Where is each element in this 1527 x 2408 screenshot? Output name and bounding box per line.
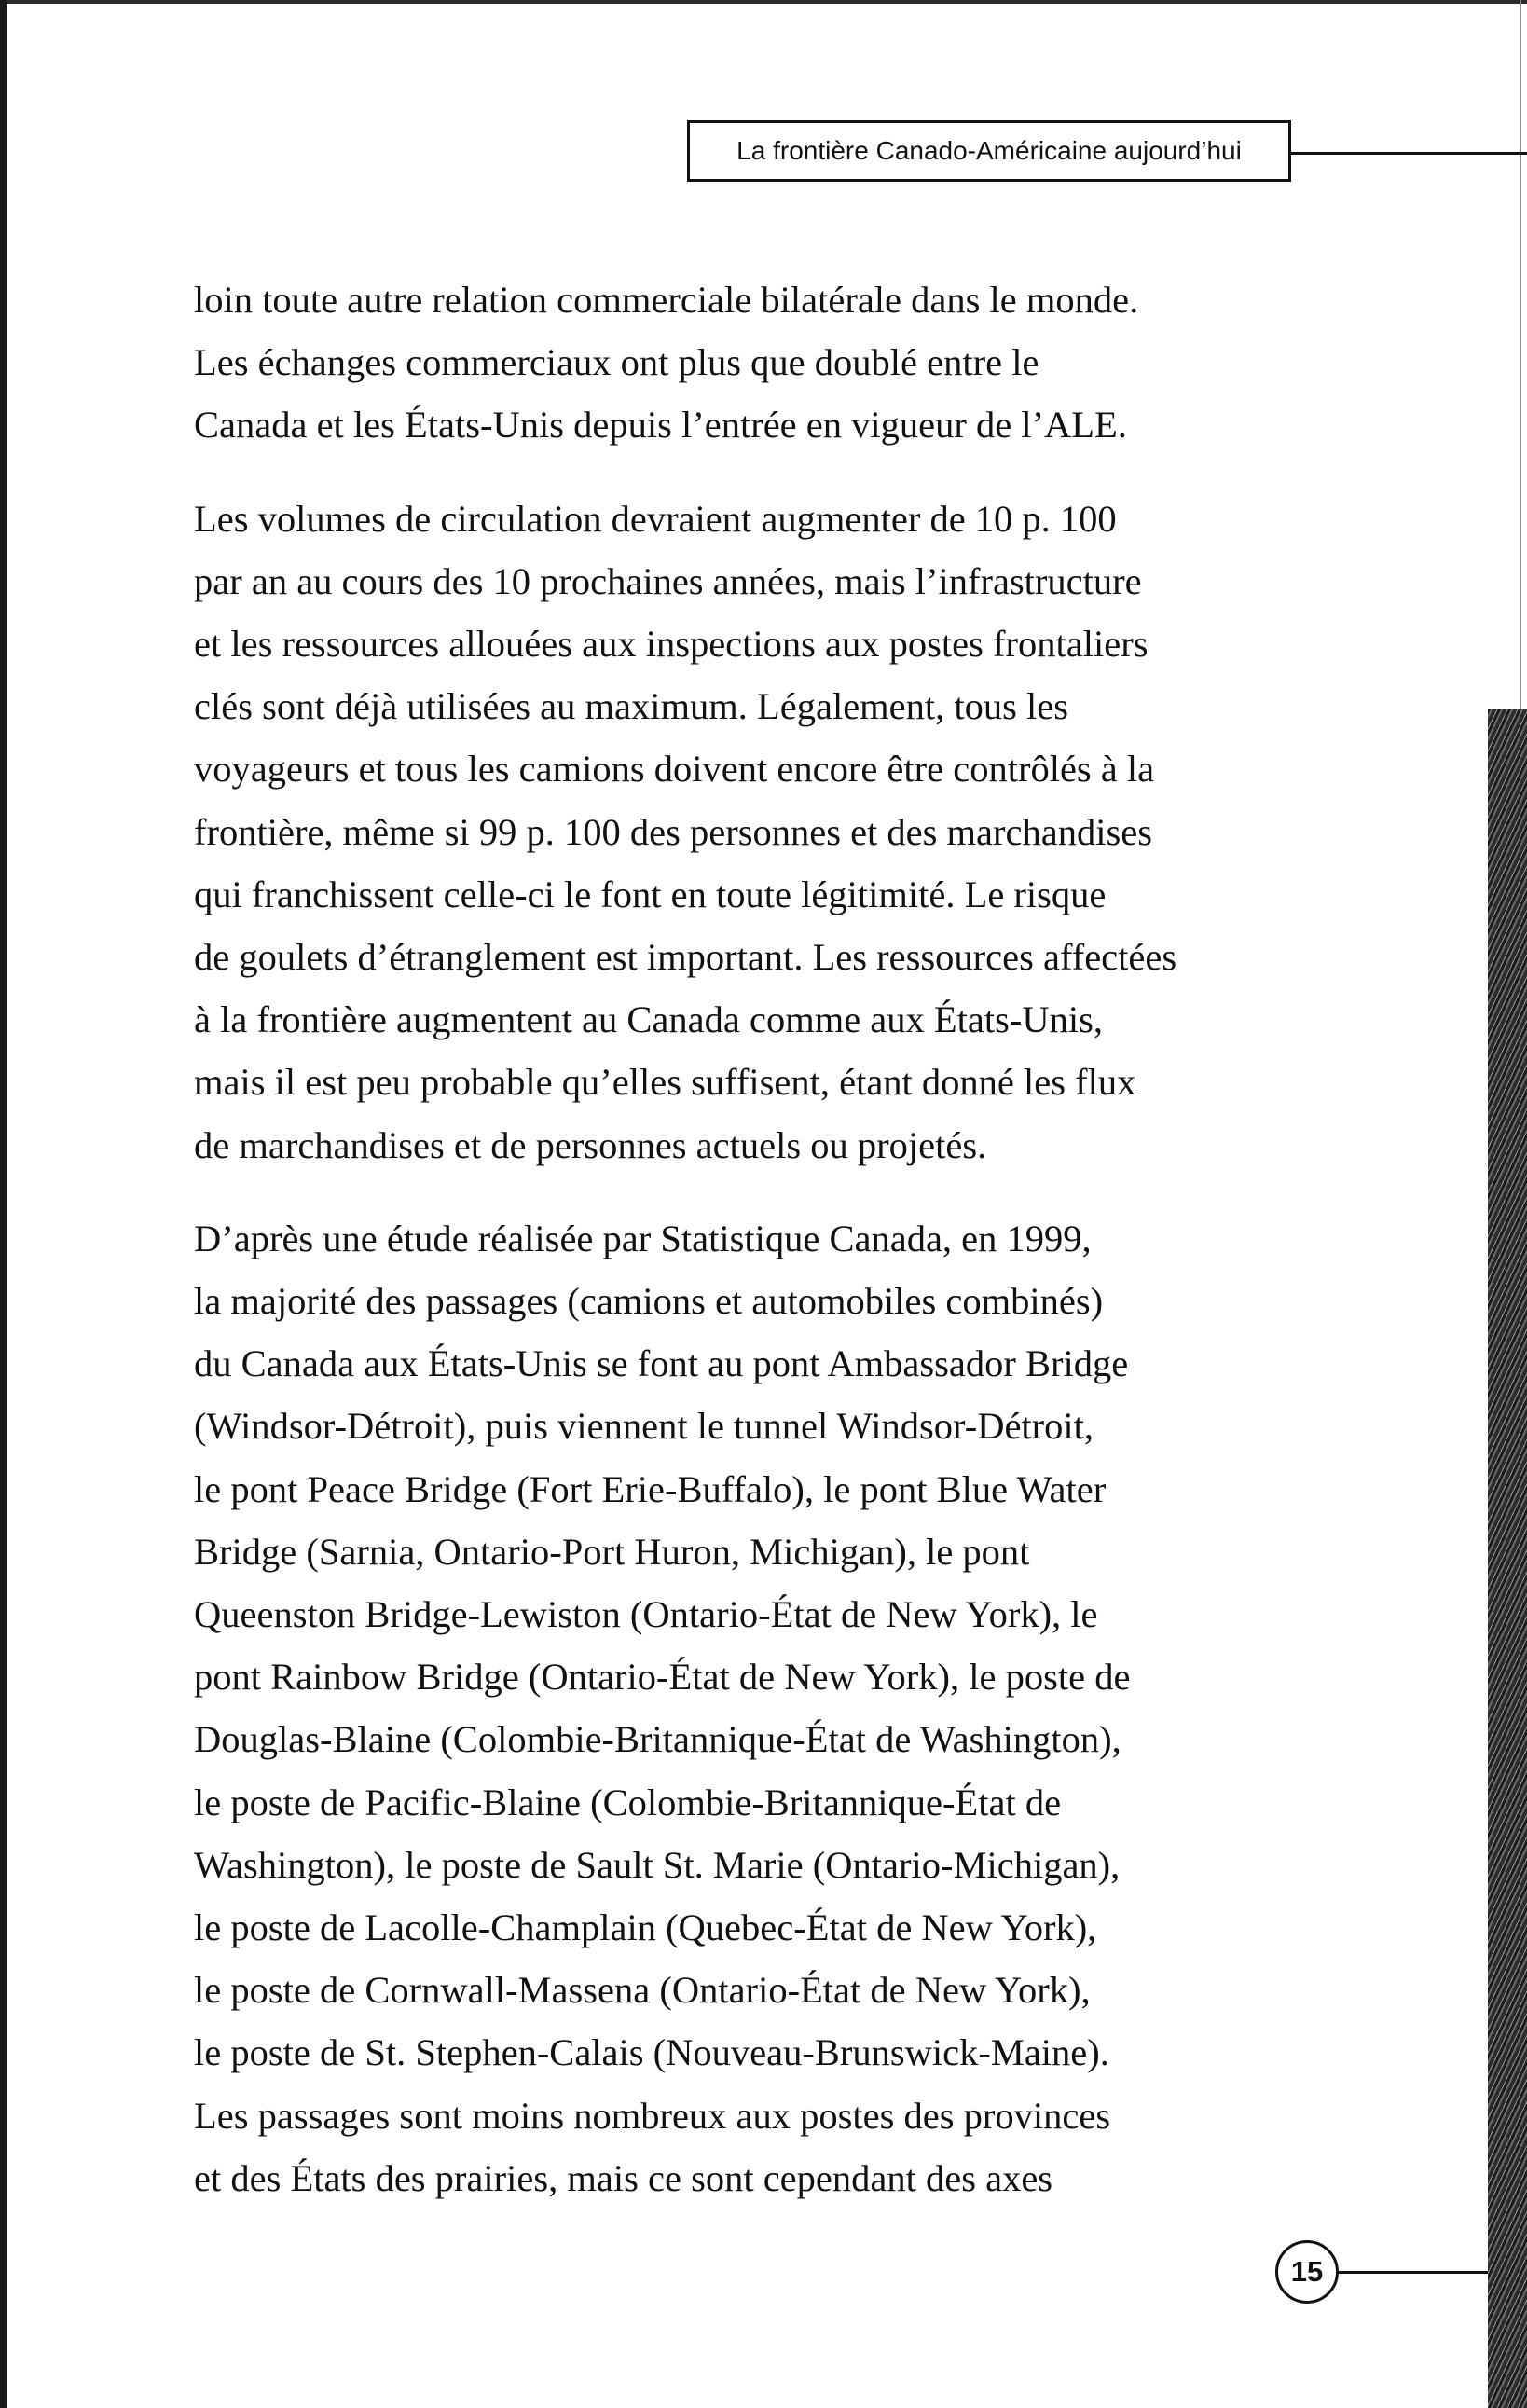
- text-line: le pont Peace Bridge (Fort Erie-Buffalo), le pont Blue Water: [194, 1467, 1107, 1510]
- paragraph-3: [194, 1207, 1266, 2209]
- text-line: par an au cours des 10 prochaines années, mais l’infrastructure: [194, 559, 1142, 602]
- page-number-rule: [1339, 2271, 1488, 2274]
- text-line: Les passages sont moins nombreux aux postes des provinces: [194, 2094, 1111, 2137]
- text-line: pont Rainbow Bridge (Ontario-État de New York), le poste de: [194, 1656, 1131, 1699]
- text-line: qui franchissent celle-ci le font en toute légitimité. Le risque: [194, 873, 1107, 915]
- text-line: à la frontière augmentent au Canada comme aux États-Unis,: [194, 998, 1104, 1041]
- page-side-strip: [1488, 709, 1527, 2408]
- text-line: D’après une étude réalisée par Statistique Canada, en 1999,: [194, 1217, 1092, 1259]
- text-line: voyageurs et tous les camions doivent encore être contrôlés à la: [194, 748, 1155, 791]
- page-left-edge: [0, 0, 7, 2408]
- text-line: la majorité des passages (camions et automobiles combinés): [194, 1280, 1104, 1323]
- text-line: (Windsor-Détroit), puis viennent le tunnel Windsor-Détroit,: [194, 1405, 1094, 1448]
- running-header-title: La frontière Canado-Américaine aujourd’hui: [736, 136, 1242, 165]
- text-line: loin toute autre relation commerciale bilatérale dans le monde.: [194, 279, 1139, 321]
- text-line: de goulets d’étranglement est important. Les ressources affectées: [194, 936, 1177, 979]
- running-header: [687, 120, 1291, 182]
- text-line: de marchandises et de personnes actuels ou projetés.: [194, 1123, 987, 1166]
- text-line: et des États des prairies, mais ce sont cependant des axes: [194, 2156, 1053, 2199]
- paragraph-1: [194, 268, 1266, 457]
- text-line: et les ressources allouées aux inspections aux postes frontaliers: [194, 623, 1149, 666]
- page-number: [1275, 2240, 1339, 2304]
- text-line: frontière, même si 99 p. 100 des personnes et des marchandises: [194, 810, 1152, 853]
- text-line: le poste de Lacolle-Champlain (Quebec-État de New York),: [194, 1906, 1097, 1949]
- text-line: Douglas-Blaine (Colombie-Britannique-État de Washington),: [194, 1718, 1121, 1761]
- text-line: Les échanges commerciaux ont plus que doublé entre le: [194, 341, 1039, 384]
- page-top-edge: [0, 0, 1527, 4]
- text-line: Bridge (Sarnia, Ontario-Port Huron, Michigan), le pont: [194, 1530, 1030, 1573]
- text-line: du Canada aux États-Unis se font au pont Ambassador Bridge: [194, 1342, 1129, 1385]
- page-right-margin-line: [1520, 0, 1521, 709]
- text-line: Queenston Bridge-Lewiston (Ontario-État de New York), le: [194, 1593, 1098, 1636]
- running-header-rule: [1291, 152, 1527, 155]
- text-line: Washington), le poste de Sault St. Marie (Ontario-Michigan),: [194, 1843, 1121, 1886]
- page-number-label: 15: [1290, 2255, 1324, 2288]
- paragraph-2: [194, 488, 1266, 1176]
- text-line: Canada et les États-Unis depuis l’entrée en vigueur de l’ALE.: [194, 404, 1127, 447]
- text-line: le poste de Pacific-Blaine (Colombie-Britannique-État de: [194, 1781, 1062, 1823]
- text-line: mais il est peu probable qu’elles suffisent, étant donné les flux: [194, 1061, 1136, 1104]
- text-line: le poste de Cornwall-Massena (Ontario-État de New York),: [194, 1969, 1091, 2012]
- text-line: Les volumes de circulation devraient augmenter de 10 p. 100: [194, 497, 1117, 540]
- text-line: clés sont déjà utilisées au maximum. Légalement, tous les: [194, 685, 1069, 728]
- body-text: [194, 268, 1266, 2240]
- text-line: le poste de St. Stephen-Calais (Nouveau-Brunswick-Maine).: [194, 2031, 1109, 2074]
